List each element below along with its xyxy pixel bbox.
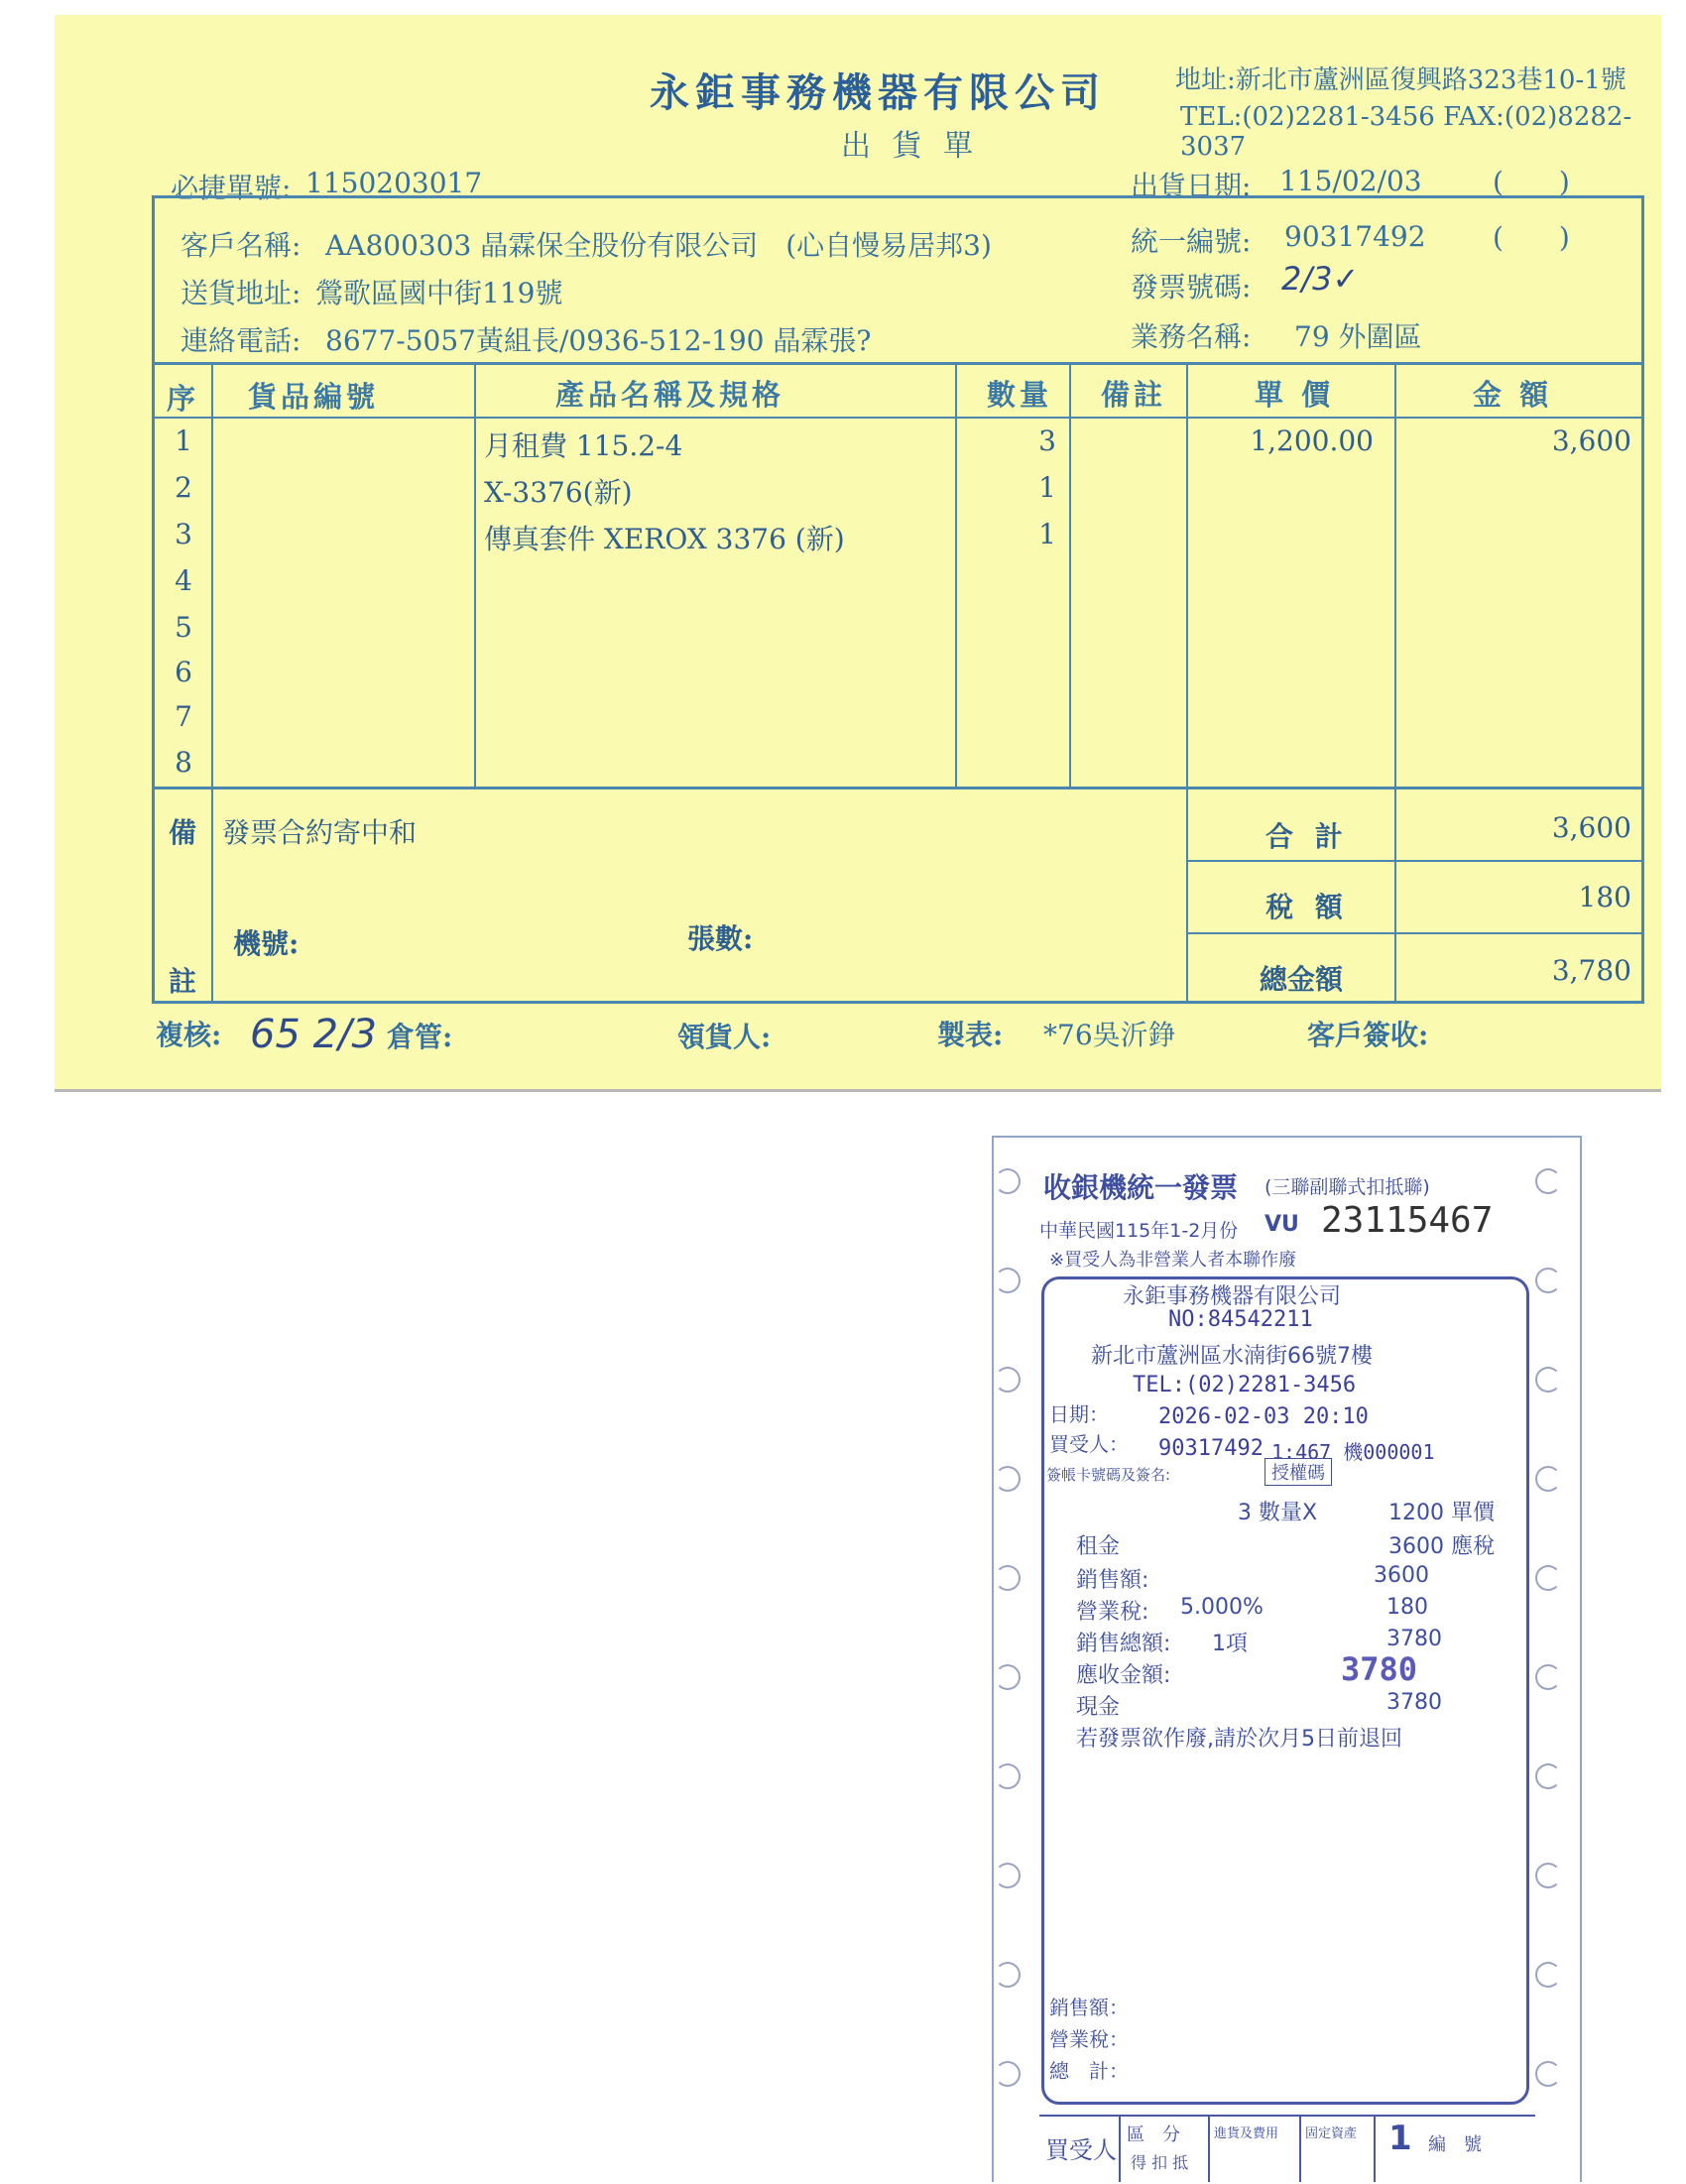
customer-sign-label: 客戶簽收:: [1307, 1019, 1429, 1051]
col-header-unit-price: 單 價: [1255, 378, 1335, 412]
col-header-code: 貨品編號: [248, 380, 380, 414]
col-line-name: [955, 362, 957, 789]
col-header-amount: 金 額: [1473, 378, 1553, 412]
void-note: 若發票欲作廢,請於次月5日前退回: [1076, 1727, 1402, 1752]
sheets-label: 張數:: [687, 922, 754, 955]
slip-edge: [55, 1089, 1661, 1092]
row-number: 5: [175, 611, 192, 644]
paren-2: ( ): [1493, 221, 1570, 254]
invoice-no-label: 發票號碼:: [1131, 271, 1252, 303]
sales-region: 79 外圍區: [1294, 320, 1422, 353]
ship-address: 鶯歌區國中街119號: [315, 277, 563, 309]
receiver-label: 領貨人:: [677, 1021, 772, 1053]
invoice-period: 中華民國115年1-2月份: [1039, 1220, 1239, 1242]
footer-purchase-label: 進貨及費用: [1214, 2126, 1279, 2141]
card-label: 簽帳卡號碼及簽名:: [1046, 1466, 1171, 1484]
item-qty: 3: [1038, 425, 1056, 457]
feed-hole-icon: [995, 1367, 1021, 1393]
invoice-number: 23115467: [1321, 1200, 1494, 1241]
feed-hole-icon: [1535, 1268, 1561, 1293]
feed-hole-icon: [995, 1565, 1021, 1591]
customer-name: AA800303 晶霖保全股份有限公司 (心自慢易居邦3): [325, 229, 992, 262]
tax-line: [1186, 932, 1644, 934]
row-number: 1: [175, 425, 192, 457]
item-amount: 3600 應稅: [1388, 1534, 1495, 1559]
total-label: 總金額: [1260, 963, 1344, 996]
invoice-date: 2026-02-03 20:10: [1158, 1404, 1369, 1429]
invoice-title: 收銀機統一發票: [1043, 1171, 1239, 1204]
buyer-label: 買受人：: [1049, 1432, 1129, 1456]
feed-hole-icon: [995, 1962, 1021, 1988]
sales-label: 業務名稱:: [1131, 320, 1252, 353]
tax-label: 稅 額: [1265, 891, 1349, 923]
item-name: 租金: [1076, 1534, 1121, 1559]
footer-fixed-asset-label: 固定資產: [1305, 2126, 1358, 2141]
feed-hole-icon: [995, 1664, 1021, 1690]
unit-price-line: 1200 單價: [1388, 1501, 1495, 1525]
footer-sales-label: 銷售額：: [1049, 1996, 1129, 2019]
item-qty: 1: [1038, 471, 1056, 504]
ship-date-label: 出貨日期:: [1131, 170, 1252, 202]
cash-label: 現金: [1076, 1695, 1121, 1720]
total-items: 1項: [1212, 1632, 1248, 1656]
review-label: 複核:: [156, 1019, 222, 1051]
col-header-qty: 數量: [987, 378, 1053, 412]
feed-hole-icon: [1535, 1168, 1561, 1194]
row-number: 8: [175, 746, 192, 779]
amount-due: 3780: [1341, 1650, 1418, 1688]
feed-hole-icon: [1535, 1863, 1561, 1888]
col-line-seq: [211, 362, 213, 1004]
invoice-title-note: (三聯副聯式扣抵聯): [1264, 1176, 1430, 1198]
maker-label: 製表:: [937, 1019, 1004, 1051]
sales-value: 3600: [1374, 1563, 1429, 1588]
table-header-line: [152, 417, 1644, 419]
col-line-qty: [1069, 362, 1071, 789]
feed-hole-icon: [995, 1268, 1021, 1293]
tax-value: 180: [1578, 881, 1631, 913]
company-address: 地址:新北市蘆洲區復興路323巷10-1號: [1175, 65, 1626, 95]
row-number: 6: [175, 656, 192, 688]
machine-no-label: 機號:: [233, 927, 300, 960]
contact-phone: 8677-5057黃組長/0936-512-190 晶霖張?: [325, 324, 872, 357]
feed-hole-icon: [995, 1466, 1021, 1492]
item-unit-price: 1,200.00: [1250, 425, 1374, 457]
total-value: 3,780: [1551, 954, 1631, 987]
remark-label-top: 備: [169, 816, 197, 849]
row-number: 7: [175, 700, 192, 733]
item-qty: 1: [1038, 518, 1056, 550]
item-name: X-3376(新): [484, 476, 633, 509]
invoice-track: VU: [1264, 1212, 1299, 1237]
feed-hole-icon: [1535, 1565, 1561, 1591]
subtotal-label: 合 計: [1265, 820, 1349, 853]
footer-buyer-label: 買受人: [1045, 2136, 1117, 2164]
maker-name: *76吳沂錚: [1043, 1019, 1176, 1051]
col-line-price: [1394, 362, 1396, 1004]
review-handwritten: 65 2/3: [250, 1012, 377, 1057]
tax-value: 180: [1386, 1595, 1428, 1620]
col-header-seq: 序: [167, 382, 200, 416]
seller-no: NO:84542211: [1168, 1307, 1313, 1332]
col-header-note: 備註: [1101, 378, 1167, 412]
auth-code-label: 授權碼: [1264, 1458, 1332, 1486]
ship-address-label: 送貨地址:: [181, 277, 301, 309]
seller-tel: TEL:(02)2281-3456: [1133, 1373, 1357, 1397]
customer-label: 客戶名稱:: [181, 229, 301, 262]
sales-label: 銷售額:: [1076, 1568, 1149, 1593]
tax-rate: 5.000%: [1180, 1595, 1264, 1620]
feed-hole-icon: [995, 1863, 1021, 1888]
footer-total-label: 總 計：: [1049, 2059, 1129, 2083]
subtotal-line: [1186, 860, 1644, 862]
feed-hole-icon: [1535, 2061, 1561, 2087]
buyer-id: 90317492: [1158, 1436, 1264, 1461]
feed-hole-icon: [995, 2061, 1021, 2087]
box-divider: [1119, 2115, 1121, 2182]
feed-hole-icon: [995, 1763, 1021, 1789]
row-number: 3: [175, 518, 192, 550]
seller-name: 永鉅事務機器有限公司: [1123, 1284, 1342, 1309]
order-no: 1150203017: [305, 167, 483, 199]
box-divider: [1208, 2115, 1210, 2182]
paren-1: ( ): [1493, 166, 1570, 198]
cash-value: 3780: [1386, 1690, 1442, 1715]
tax-id-label: 統一編號:: [1131, 225, 1252, 258]
machine-id: 1:467 機000001: [1271, 1440, 1435, 1464]
row-number: 2: [175, 471, 192, 504]
col-line-code: [474, 362, 476, 789]
company-name: 永鉅事務機器有限公司: [650, 69, 1106, 116]
subtotal-value: 3,600: [1551, 811, 1631, 844]
warehouse-label: 倉管:: [387, 1021, 453, 1053]
tax-label: 營業稅:: [1076, 1600, 1149, 1625]
order-no-label: 必捷單號:: [171, 172, 292, 204]
feed-hole-icon: [995, 1168, 1021, 1194]
feed-hole-icon: [1535, 1962, 1561, 1988]
total-label: 銷售總額:: [1076, 1632, 1171, 1656]
col-header-product: 產品名稱及規格: [555, 378, 785, 412]
item-amount: 3,600: [1551, 425, 1631, 457]
footer-number: 1: [1388, 2119, 1412, 2158]
remark-label-bottom: 註: [169, 965, 197, 998]
feed-hole-icon: [1535, 1763, 1561, 1789]
seller-address: 新北市蘆洲區水湳街66號7樓: [1091, 1344, 1373, 1369]
doc-title: 出 貨 單: [841, 129, 980, 164]
company-tel-fax: TEL:(02)2281-3456 FAX:(02)8282-3037: [1180, 102, 1632, 162]
remark-text: 發票合約寄中和: [222, 816, 418, 849]
amount-due-label: 應收金額:: [1076, 1663, 1171, 1688]
box-divider: [1299, 2115, 1301, 2182]
feed-hole-icon: [1535, 1664, 1561, 1690]
feed-hole-icon: [1535, 1466, 1561, 1492]
tax-id: 90317492: [1284, 220, 1426, 253]
footer-tax-label: 營業稅：: [1049, 2027, 1129, 2051]
phone-label: 連絡電話:: [181, 324, 301, 357]
ship-date: 115/02/03: [1279, 165, 1422, 197]
total-value: 3780: [1386, 1627, 1442, 1651]
date-label: 日期：: [1049, 1402, 1109, 1426]
row-number: 4: [175, 564, 192, 597]
footer-deduct-label: 得 扣 抵: [1131, 2153, 1189, 2172]
item-name: 月租費 115.2-4: [484, 429, 683, 462]
invoice-note: ※買受人為非營業人者本聯作廢: [1049, 1250, 1297, 1271]
box-divider: [1374, 2115, 1376, 2182]
table-top-line: [152, 362, 1644, 365]
feed-hole-icon: [1535, 1367, 1561, 1393]
footer-category-label: 區 分: [1127, 2124, 1180, 2145]
qty-line: 3 數量X: [1238, 1501, 1318, 1525]
invoice-no-handwritten: 2/3✓: [1281, 260, 1360, 298]
col-line-note: [1186, 362, 1188, 1004]
footer-code-label: 編 號: [1428, 2134, 1482, 2155]
table-bottom-line: [152, 787, 1644, 789]
item-name: 傳真套件 XEROX 3376 (新): [484, 523, 845, 555]
